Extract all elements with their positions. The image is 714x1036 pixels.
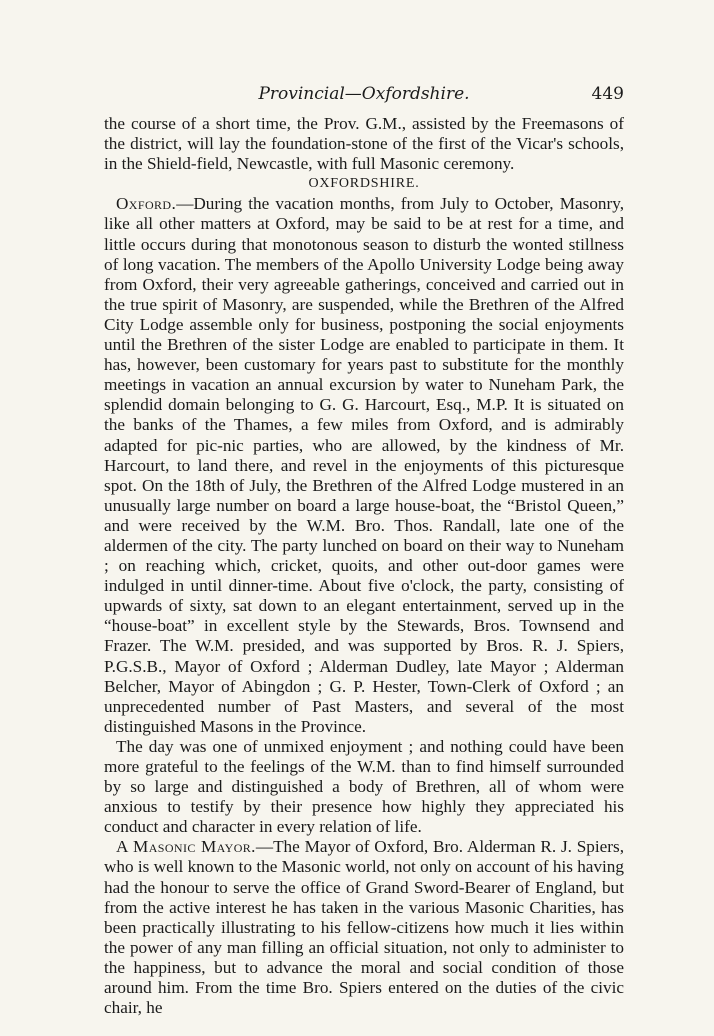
mayor-lead: A Masonic Mayor. — [116, 837, 256, 857]
body-text — [104, 114, 624, 1018]
section-heading: OXFORDSHIRE. — [308, 176, 420, 192]
day-paragraph: The day was one of unmixed enjoyment ; and nothing could have been more grateful to the feelings of the W.M. than to find himself surrounded by so large and distinguished a body of Brethren, all of whom were anxious to testify by their presence how highly they appreciated his conduct and character in every relation of life. — [104, 736, 624, 837]
oxford-paragraph — [104, 194, 624, 737]
oxford-lead: Oxford. — [116, 194, 177, 214]
mayor-text: —The Mayor of Oxford, Bro. Alderman R. J. Spiers, who is well known to the Masonic world, not only on account of his having had the honour to serve the office of Grand Sword-Bearer of England, but from the active interest he has taken in the various Masonic Charities, has been practically illustrating to his fellow-citizens how much it lies within the power of any man filling an official situation, not only to administer to the happiness, but to advance the moral and social condition of those around him. From the time Bro. Spiers entered on the duties of the civic chair, he — [104, 837, 624, 1018]
running-title: Provincial—Oxfordshire. — [258, 84, 470, 104]
running-head — [104, 84, 624, 106]
mayor-paragraph — [104, 837, 624, 1018]
oxford-text: —During the vacation months, from July to October, Masonry, like all other matters at Oxford, may be said to be at rest for a time, and little occurs during that monotonous season to disturb the wonted stillness of long vacation. The members of the Apollo University Lodge being away from Oxford, their very agreeable gatherings, conceived and carried out in the true spirit of Masonry, are suspended, while the Brethren of the Alfred City Lodge assemble only for business, postponing the social enjoyments until the Brethren of the sister Lodge are enabled to participate in them. It has, however, been customary for years past to substitute for the monthly meetings in vacation an annual excursion by water to Nuneham Park, the splendid domain belonging to G. G. Harcourt, Esq., M.P. It is situated on the banks of the Thames, a few miles from Oxford, and is admirably adapted for pic-nic parties, who are allowed, by the kindness of Mr. Harcourt, to land there, and revel in the enjoyments of this picturesque spot. On the 18th of July, the Brethren of the Alfred Lodge mustered in an unusually large number on board a large house-boat, the “Bristol Queen,” and were received by the W.M. Bro. Thos. Randall, late one of the aldermen of the city. The party lunched on board on their way to Nuneham ; on reaching which, cricket, quoits, and other out-door games were indulged in until dinner-time. About five o'clock, the party, consisting of upwards of sixty, sat down to an elegant entertainment, served up in the “house-boat” in excellent style by the Stewards, Bros. Townsend and Frazer. The W.M. presided, and was supported by Bros. R. J. Spiers, P.G.S.B., Mayor of Oxford ; Alderman Dudley, late Mayor ; Alderman Belcher, Mayor of Abingdon ; G. P. Hester, Town-Clerk of Oxford ; an unprecedented number of Past Masters, and several of the most distinguished Masons in the Province. — [104, 194, 624, 736]
page-number: 449 — [591, 84, 624, 104]
continuation-paragraph: the course of a short time, the Prov. G.M., assisted by the Freemasons of the district, will lay the foundation-stone of the first of the Vicar's schools, in the Shield-field, Newcastle, with full Masonic ceremony. — [104, 114, 624, 174]
